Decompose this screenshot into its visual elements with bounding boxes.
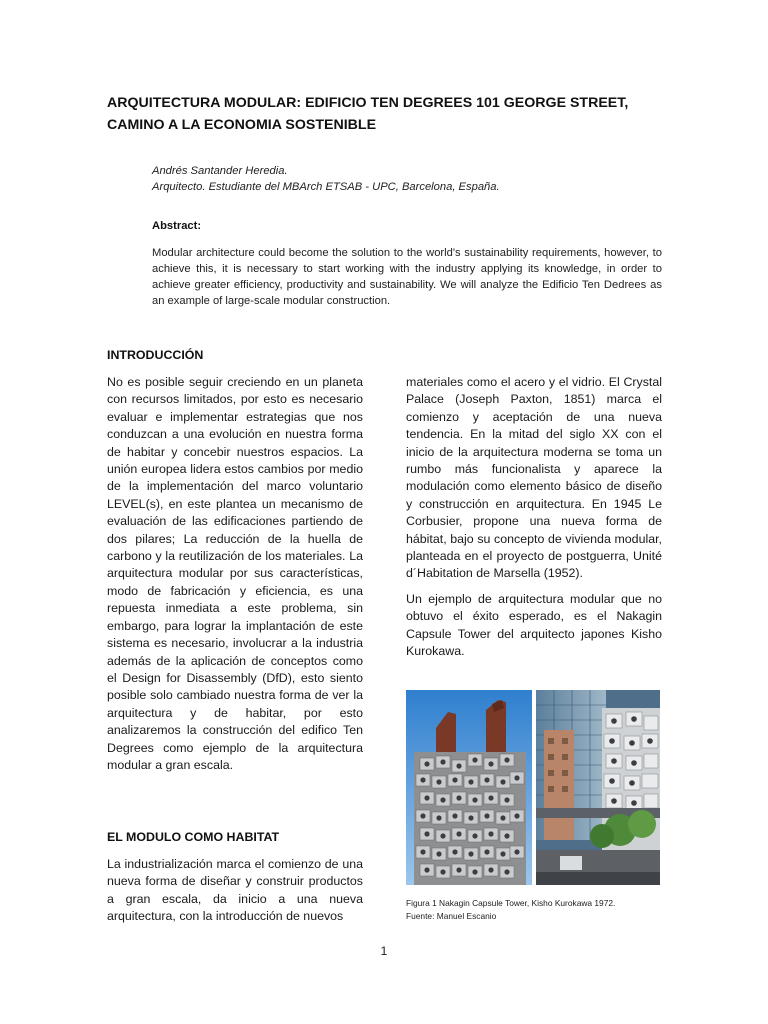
habitat-paragraph: La industrialización marca el comienzo de una nueva forma de diseñar y construir productos a gran escala, da inicio a una nueva arquitectura, con la introducción de nuevos <box>107 857 363 924</box>
right-paragraph-1: materiales como el acero y el vidrio. El Crystal Palace (Joseph Paxton, 1851) marca el comienzo y aceptación de una nueva tendencia. En la mitad del siglo XX con el inicio de la arquitectura moderna se toma un rumbo más funcionalista y aparece la modulación como elemento básico de diseño y construcción en arquitectura. En 1945 Le Corbusier, propone una nueva forma de hábitat, bajo su concepto de vivienda modular, planteada en el proyecto de postguerra, Unité d´Habitation de Marsella (1952). <box>406 375 662 581</box>
abstract-heading: Abstract: <box>152 220 202 232</box>
abstract-text: Modular architecture could become the solution to the world's sustainability requirements, however, to achieve this, it is necessary to start working with the industry applying its knowledge, in order to achieve greater efficiency, productivity and sustainability. We will analyze the Edificio Ten Dedrees as an example of large-scale modular construction. <box>152 247 662 307</box>
page-number: 1 <box>380 944 388 958</box>
nakagin-photo-pair <box>406 690 660 885</box>
left-column <box>107 374 363 774</box>
author-name: Andrés Santander Heredia. <box>152 165 288 177</box>
right-paragraph-2: Un ejemplo de arquitectura modular que no obtuvo el éxito esperado, es el Nakagin Capsule Tower del arquitecto japones Kisho Kurokawa. <box>406 591 662 659</box>
figure-caption <box>406 897 666 923</box>
section-heading-modulo-habitat: EL MODULO COMO HABITAT <box>107 830 280 844</box>
intro-paragraph: No es posible seguir creciendo en un planeta con recursos limitados, por esto es necesario evaluar e implementar estrategias que nos conduzcan a una evolución en nuestra forma de habitar y concebir nuestros espacios. La unión europea lidera estos cambios por medio de la implementación del marco voluntario LEVEL(s), en este plantea un mecanismo de evaluación de las edificaciones partiendo de dos pilares; La reducción de la huella de carbono y la reutilización de los materiales. La arquitectura modular por sus características, modo de fabricación y eficiencia, es una repuesta inmediata a este problema, sin embargo, para lograr la implantación de este sistema es necesario, involucrar a la industria además de la aplicación de conceptos como el Design for Disassembly (DfD), esto siento posible solo cambiado nuestra forma de ver la arquitectura y de habitar, por esto analizaremos la construcción del edifico Ten Degrees como ejemplo de la arquitectura modular a gran escala. <box>107 375 363 772</box>
left-photo <box>406 690 532 885</box>
author-block <box>152 163 672 195</box>
figure-nakagin-photos <box>406 690 660 885</box>
section-heading-introduccion: INTRODUCCIÓN <box>107 348 204 362</box>
figure-caption-line-1: Figura 1 Nakagin Capsule Tower, Kisho Kurokawa 1972. <box>406 898 616 908</box>
paper-title: ARQUITECTURA MODULAR: EDIFICIO TEN DEGREES 101 GEORGE STREET, CAMINO A LA ECONOMIA SOSTENIBLE <box>107 95 629 133</box>
figure-caption-source: Fuente: Manuel Escanio <box>406 911 497 921</box>
author-affiliation: Arquitecto. Estudiante del MBArch ETSAB - UPC, Barcelona, España. <box>152 181 500 193</box>
right-column <box>406 374 662 661</box>
right-photo <box>536 690 660 885</box>
